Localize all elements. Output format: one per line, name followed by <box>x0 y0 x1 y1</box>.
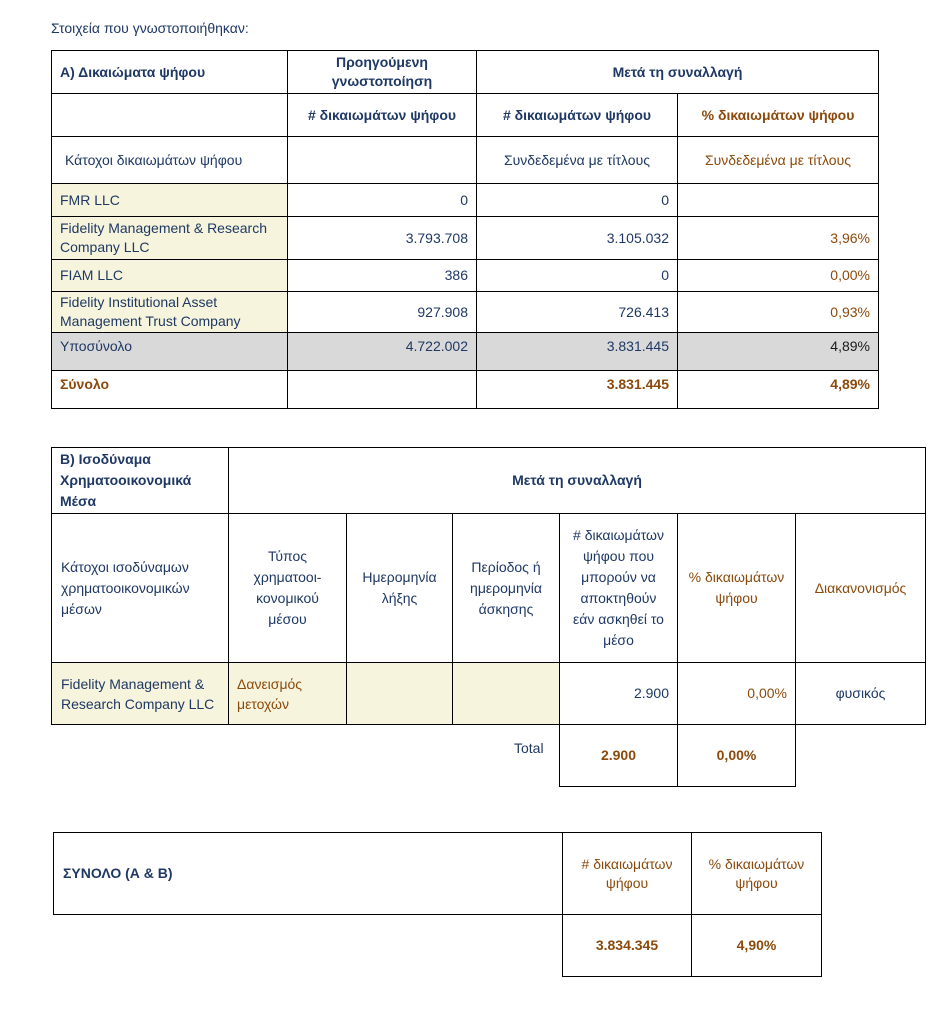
empty-cell <box>287 370 477 409</box>
after-value: 0 <box>476 183 678 217</box>
col-voting-pct: % δικαιωμάτων ψήφου <box>677 513 796 663</box>
holder-name: Fidelity Management & Research Company LLC <box>51 216 288 260</box>
subtotal-label: Υποσύνολο <box>51 332 288 371</box>
after-pct <box>677 183 879 217</box>
after-pct: 0,93% <box>677 291 879 333</box>
linked-securities-pct: Συνδεδεμένα με τίτλους <box>677 136 879 184</box>
col-voting-rights-acquirable: # δικαιωμάτων ψήφου που μπορούν να αποκτηθούν εάν ασκηθεί το μέσο <box>559 513 678 663</box>
total-label: Total <box>514 740 544 756</box>
holder-name: Fidelity Institutional Asset Management Trust Company <box>51 291 288 333</box>
after-value: 0 <box>476 259 678 292</box>
col-after-voting-rights: # δικαιωμάτων ψήφου <box>476 93 678 137</box>
prev-value: 927.908 <box>287 291 477 333</box>
expiry-date <box>346 662 453 725</box>
holder-name: FIAM LLC <box>51 259 288 292</box>
total-num: 2.900 <box>559 724 678 787</box>
voting-rights-value: 2.900 <box>559 662 678 725</box>
empty-cell <box>287 136 477 184</box>
exercise-period <box>452 662 560 725</box>
after-transaction-header: Μετά τη συναλλαγή <box>228 447 926 514</box>
table-b-title: Β) Ισοδύναμα Χρηματοοικονομικά Μέσα <box>51 447 229 514</box>
grand-total-title: ΣΥΝΟΛΟ (Α & Β) <box>53 832 563 915</box>
after-value: 726.413 <box>476 291 678 333</box>
prev-value: 3.793.708 <box>287 216 477 260</box>
prev-value: 0 <box>287 183 477 217</box>
subtotal-pct: 4,89% <box>677 332 879 371</box>
after-pct: 0,00% <box>677 259 879 292</box>
prev-value: 386 <box>287 259 477 292</box>
total-pct: 4,89% <box>677 370 879 409</box>
instrument-holder: Fidelity Management & Research Company LLC <box>51 662 229 725</box>
voting-pct-value: 0,00% <box>677 662 796 725</box>
holders-label: Κάτοχοι δικαιωμάτων ψήφου <box>51 136 288 184</box>
col-exercise-period: Περίοδος ή ημερομηνία άσκησης <box>452 513 560 663</box>
after-value: 3.105.032 <box>476 216 678 260</box>
prev-notification-header: Προηγούμενη γνωστοποίηση <box>287 50 477 94</box>
holder-name: FMR LLC <box>51 183 288 217</box>
col-after-voting-pct: % δικαιωμάτων ψήφου <box>677 93 879 137</box>
settlement-value: φυσικός <box>795 662 926 725</box>
instrument-type: Δανεισμός μετοχών <box>228 662 347 725</box>
col-expiry-date: Ημερομηνία λήξης <box>346 513 453 663</box>
empty-cell <box>51 93 288 137</box>
total-after: 3.831.445 <box>476 370 678 409</box>
subtotal-after: 3.831.445 <box>476 332 678 371</box>
grand-total-col-num: # δικαιωμάτων ψήφου <box>562 832 692 915</box>
total-label: Σύνολο <box>51 370 288 409</box>
col-holders: Κάτοχοι ισοδύναμων χρηματοοικονομικών μέσων <box>51 513 229 663</box>
col-instrument-type: Τύπος χρηματοοι-κονομικού μέσου <box>228 513 347 663</box>
caption: Στοιχεία που γνωστοποιήθηκαν: <box>51 20 249 36</box>
after-pct: 3,96% <box>677 216 879 260</box>
grand-total-pct: 4,90% <box>691 914 822 977</box>
table-a-title: Α) Δικαιώματα ψήφου <box>51 50 288 94</box>
grand-total-num: 3.834.345 <box>562 914 692 977</box>
total-pct: 0,00% <box>677 724 796 787</box>
col-prev-voting-rights: # δικαιωμάτων ψήφου <box>287 93 477 137</box>
after-transaction-header: Μετά τη συναλλαγή <box>476 50 879 94</box>
subtotal-prev: 4.722.002 <box>287 332 477 371</box>
grand-total-col-pct: % δικαιωμάτων ψήφου <box>691 832 822 915</box>
col-settlement: Διακανονισμός <box>795 513 926 663</box>
linked-securities-num: Συνδεδεμένα με τίτλους <box>476 136 678 184</box>
